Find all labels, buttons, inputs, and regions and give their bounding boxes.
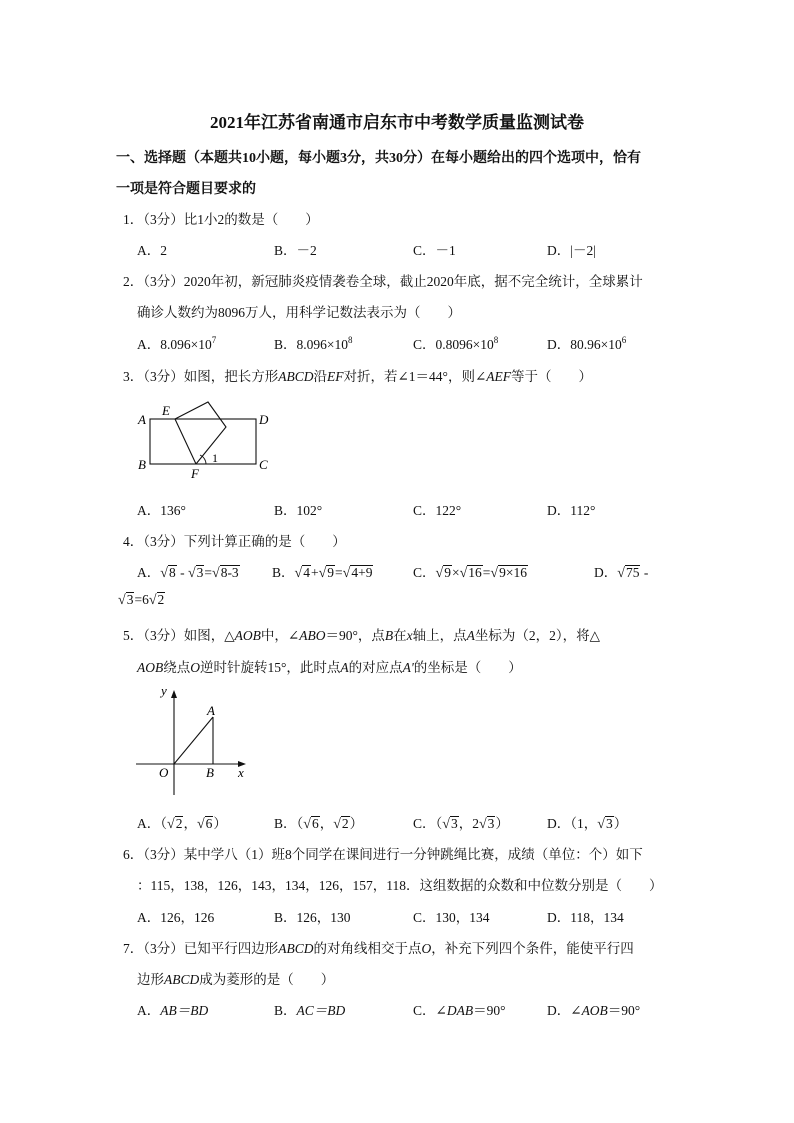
q3-stem: 3．（3分）如图，把长方形ABCD沿EF对折，若∠1＝44°，则∠AEF等于（ ） (123, 369, 593, 384)
q6-stem-line2: ：115，138，126，143，134，126，157，118．这组数据的众数和中位数分别是（ ） (137, 878, 663, 893)
q1-stem: 1．（3分）比1小2的数是（ ） (123, 212, 319, 227)
q4-stem: 4．（3分）下列计算正确的是（ ） (123, 534, 346, 549)
q2-stem-line1: 2．（3分）2020年初，新冠肺炎疫情袭卷全球，截止2020年底，据不完全统计，全球累计 (123, 274, 643, 289)
label-o: O (159, 765, 169, 780)
q7-stem-line2: 边形ABCD成为菱形的是（ ） (137, 972, 335, 987)
label-e: E (162, 403, 170, 418)
q1-option-b[interactable]: B．－2 (274, 243, 317, 258)
q5-option-c[interactable]: C．（√3，2√3） (413, 816, 509, 832)
q5-option-d[interactable]: D．（1，√3） (547, 816, 628, 832)
q4-option-c[interactable]: C．√9×√16=√9×16 (413, 565, 527, 581)
label-b: B (138, 457, 146, 472)
q5-option-a[interactable]: A．（√2，√6） (137, 816, 227, 832)
q4-option-d-cont: √3=6√2 (118, 592, 165, 608)
label-f: F (191, 466, 199, 481)
q3-option-d[interactable]: D．112° (547, 503, 596, 518)
label-a: A (207, 703, 215, 718)
q4-option-b[interactable]: B．√4+√9=√4+9 (272, 565, 373, 581)
q7-option-d[interactable]: D．∠AOB＝90° (547, 1003, 641, 1018)
q5-option-b[interactable]: B．（√6，√2） (274, 816, 364, 832)
q2-option-c[interactable]: C．$0.8096\times 10^8$ (413, 335, 499, 352)
angle-1-arc (200, 455, 206, 464)
q4-option-a[interactable]: A．√8 - √3=√8-3 (137, 565, 239, 581)
q1-option-d[interactable]: D．|－2| (547, 243, 596, 258)
q1-option-c[interactable]: C．－1 (413, 243, 456, 258)
q6-option-c[interactable]: C．130，134 (413, 910, 490, 925)
q1-option-a[interactable]: A．2 (137, 243, 167, 258)
q5-coordinate-figure (132, 680, 257, 800)
q7-option-b[interactable]: B．AC＝BD (274, 1003, 346, 1018)
fold-line-ef (175, 419, 196, 464)
label-angle-1: 1 (212, 451, 218, 465)
q6-stem-line1: 6．（3分）某中学八（1）班8个同学在课间进行一分钟跳绳比赛，成绩（单位：个）如下 (123, 847, 643, 862)
folded-part (175, 402, 226, 464)
q3-option-b[interactable]: B．102° (274, 503, 323, 518)
label-d: D (259, 412, 269, 427)
q7-stem-line1: 7．（3分）已知平行四边形ABCD的对角线相交于点O，补充下列四个条件，能使平行四 (123, 941, 634, 956)
label-b: B (206, 765, 214, 780)
q5-stem-line2: AOB绕点O逆时针旋转15°，此时点A的对应点A'的坐标是（ ） (137, 660, 522, 675)
q6-option-a[interactable]: A．126，126 (137, 910, 215, 925)
q2-option-a[interactable]: A．$8.096\times 10^7$ (137, 335, 217, 352)
q7-option-c[interactable]: C．∠DAB＝90° (413, 1003, 506, 1018)
q4-option-d[interactable]: D．√75 - (594, 565, 649, 581)
label-a: A (138, 412, 146, 427)
q6-option-d[interactable]: D．118，134 (547, 910, 624, 925)
label-y: y (161, 683, 167, 698)
y-axis-arrow (171, 690, 177, 698)
q7-option-a[interactable]: A．AB＝BD (137, 1003, 209, 1018)
q3-option-c[interactable]: C．122° (413, 503, 462, 518)
q5-stem-line1: 5．（3分）如图，△AOB中，∠ABO＝90°，点B在x轴上，点A坐标为（2，2），将△ (123, 628, 600, 643)
q2-option-d[interactable]: D．$80.96\times 10^6$ (547, 335, 627, 352)
section-heading-line2: 一项是符合题目要求的 (116, 182, 256, 197)
q3-option-a[interactable]: A．136° (137, 503, 186, 518)
label-c: C (259, 457, 268, 472)
q2-option-b[interactable]: B．$8.096\times 10^8$ (274, 335, 353, 352)
q6-option-b[interactable]: B．126，130 (274, 910, 351, 925)
label-x: x (238, 765, 244, 780)
page-title: 2021年江苏省南通市启东市中考数学质量监测试卷 (210, 113, 584, 132)
segment-oa (174, 717, 213, 764)
q3-rectangle-figure (130, 392, 280, 487)
section-heading-line1: 一、选择题（本题共10小题，每小题3分，共30分）在每小题给出的四个选项中，恰有 (116, 151, 641, 166)
q2-stem-line2: 确诊人数约为8096万人，用科学记数法表示为（ ） (137, 305, 461, 320)
